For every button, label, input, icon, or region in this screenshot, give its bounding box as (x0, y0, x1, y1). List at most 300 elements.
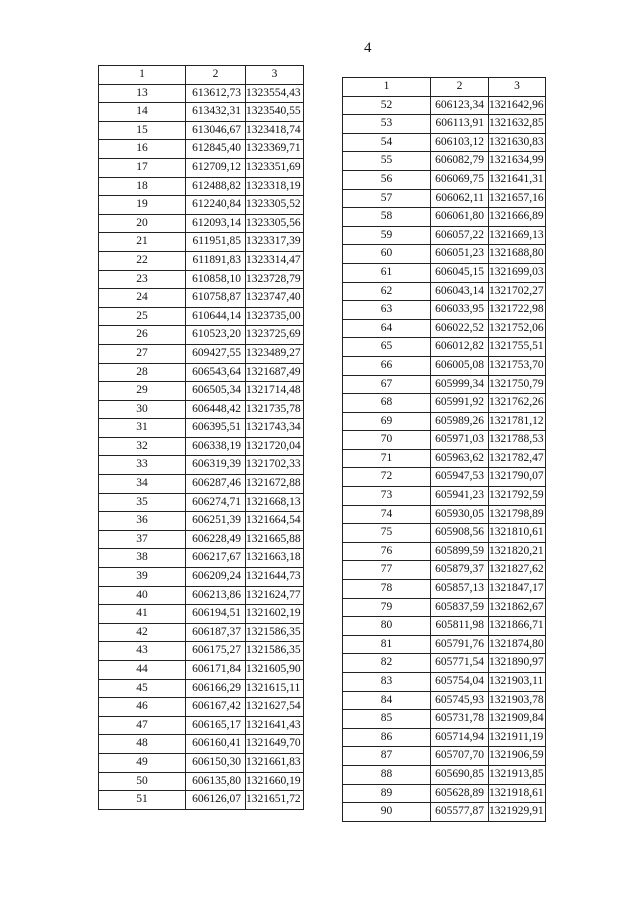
table-row (99, 158, 304, 177)
x-coordinate-cell: 606103,12 (431, 133, 489, 152)
x-coordinate-cell: 605690,85 (431, 765, 489, 784)
x-coordinate-cell: 613046,67 (186, 121, 246, 140)
table-row (99, 400, 304, 419)
point-number-cell: 50 (99, 772, 186, 791)
x-coordinate-cell: 606022,52 (431, 319, 489, 338)
table-row (343, 728, 546, 747)
x-coordinate-cell: 605971,03 (431, 431, 489, 450)
x-coordinate-cell: 605771,54 (431, 654, 489, 673)
x-coordinate-cell: 610758,87 (186, 289, 246, 308)
table-row (343, 691, 546, 710)
point-number-cell: 63 (343, 301, 431, 320)
point-number-cell: 38 (99, 549, 186, 568)
x-coordinate-cell: 606043,14 (431, 282, 489, 301)
table-row (99, 382, 304, 401)
point-number-cell: 90 (343, 803, 431, 822)
y-coordinate-cell: 1321722,98 (489, 301, 546, 320)
point-number-cell: 89 (343, 784, 431, 803)
point-number-cell: 74 (343, 505, 431, 524)
y-coordinate-cell: 1321743,34 (246, 419, 304, 438)
x-coordinate-cell: 605963,62 (431, 449, 489, 468)
y-coordinate-cell: 1321665,88 (246, 530, 304, 549)
y-coordinate-cell: 1321798,89 (489, 505, 546, 524)
table-row (99, 716, 304, 735)
point-number-cell: 47 (99, 716, 186, 735)
x-coordinate-cell: 605991,92 (431, 394, 489, 413)
table-row (343, 282, 546, 301)
y-coordinate-cell: 1321663,18 (246, 549, 304, 568)
y-coordinate-cell: 1323314,47 (246, 251, 304, 270)
y-coordinate-cell: 1323351,69 (246, 158, 304, 177)
x-coordinate-cell: 610523,20 (186, 326, 246, 345)
point-number-cell: 28 (99, 363, 186, 382)
point-number-cell: 22 (99, 251, 186, 270)
header-cell-y: 3 (246, 66, 304, 85)
x-coordinate-cell: 606194,51 (186, 605, 246, 624)
point-number-cell: 35 (99, 493, 186, 512)
table-row (343, 319, 546, 338)
table-row (343, 208, 546, 227)
point-number-cell: 54 (343, 133, 431, 152)
table-row (343, 394, 546, 413)
point-number-cell: 46 (99, 698, 186, 717)
y-coordinate-cell: 1321762,26 (489, 394, 546, 413)
x-coordinate-cell: 606061,80 (431, 208, 489, 227)
point-number-cell: 86 (343, 728, 431, 747)
x-coordinate-cell: 606057,22 (431, 226, 489, 245)
y-coordinate-cell: 1323317,39 (246, 233, 304, 252)
y-coordinate-cell: 1321790,07 (489, 468, 546, 487)
x-coordinate-cell: 606166,29 (186, 679, 246, 698)
table-row (99, 753, 304, 772)
coordinates-table-right (342, 77, 546, 822)
table-row (343, 710, 546, 729)
x-coordinate-cell: 606319,39 (186, 456, 246, 475)
table-row (343, 431, 546, 450)
x-coordinate-cell: 605930,05 (431, 505, 489, 524)
y-coordinate-cell: 1321634,99 (489, 152, 546, 171)
x-coordinate-cell: 611951,85 (186, 233, 246, 252)
table-row (99, 791, 304, 810)
point-number-cell: 44 (99, 661, 186, 680)
table-row (99, 679, 304, 698)
point-number-cell: 57 (343, 189, 431, 208)
y-coordinate-cell: 1321752,06 (489, 319, 546, 338)
y-coordinate-cell: 1321782,47 (489, 449, 546, 468)
point-number-cell: 21 (99, 233, 186, 252)
table-row (99, 698, 304, 717)
x-coordinate-cell: 606167,42 (186, 698, 246, 717)
table-row (99, 233, 304, 252)
point-number-cell: 32 (99, 437, 186, 456)
y-coordinate-cell: 1323725,69 (246, 326, 304, 345)
x-coordinate-cell: 605707,70 (431, 747, 489, 766)
point-number-cell: 24 (99, 289, 186, 308)
y-coordinate-cell: 1321735,78 (246, 400, 304, 419)
y-coordinate-cell: 1323318,19 (246, 177, 304, 196)
table-row (343, 152, 546, 171)
point-number-cell: 80 (343, 617, 431, 636)
y-coordinate-cell: 1321624,77 (246, 586, 304, 605)
point-number-cell: 16 (99, 140, 186, 159)
table-row (99, 437, 304, 456)
y-coordinate-cell: 1321699,03 (489, 263, 546, 282)
table-row (99, 642, 304, 661)
point-number-cell: 79 (343, 598, 431, 617)
x-coordinate-cell: 606005,08 (431, 356, 489, 375)
table-row (99, 214, 304, 233)
x-coordinate-cell: 612709,12 (186, 158, 246, 177)
point-number-cell: 25 (99, 307, 186, 326)
table-row (99, 84, 304, 103)
y-coordinate-cell: 1323305,52 (246, 196, 304, 215)
x-coordinate-cell: 611891,83 (186, 251, 246, 270)
y-coordinate-cell: 1321781,12 (489, 412, 546, 431)
x-coordinate-cell: 605989,26 (431, 412, 489, 431)
x-coordinate-cell: 605947,53 (431, 468, 489, 487)
x-coordinate-cell: 612845,40 (186, 140, 246, 159)
table-row (343, 468, 546, 487)
y-coordinate-cell: 1321669,13 (489, 226, 546, 245)
y-coordinate-cell: 1321687,49 (246, 363, 304, 382)
table-row (343, 412, 546, 431)
point-number-cell: 65 (343, 338, 431, 357)
point-number-cell: 30 (99, 400, 186, 419)
x-coordinate-cell: 606135,80 (186, 772, 246, 791)
x-coordinate-cell: 606228,49 (186, 530, 246, 549)
y-coordinate-cell: 1321702,33 (246, 456, 304, 475)
point-number-cell: 75 (343, 524, 431, 543)
table-row (99, 772, 304, 791)
x-coordinate-cell: 605999,34 (431, 375, 489, 394)
y-coordinate-cell: 1321720,04 (246, 437, 304, 456)
point-number-cell: 13 (99, 84, 186, 103)
page-number: 4 (364, 40, 372, 56)
x-coordinate-cell: 606505,34 (186, 382, 246, 401)
table-row (343, 301, 546, 320)
table-header-row (343, 78, 546, 97)
point-number-cell: 39 (99, 568, 186, 587)
table-row (99, 735, 304, 754)
y-coordinate-cell: 1321792,59 (489, 487, 546, 506)
point-number-cell: 20 (99, 214, 186, 233)
x-coordinate-cell: 606187,37 (186, 623, 246, 642)
point-number-cell: 77 (343, 561, 431, 580)
table-row (343, 245, 546, 264)
x-coordinate-cell: 606126,07 (186, 791, 246, 810)
point-number-cell: 59 (343, 226, 431, 245)
header-cell-point: 1 (343, 78, 431, 97)
x-coordinate-cell: 605577,87 (431, 803, 489, 822)
y-coordinate-cell: 1321672,88 (246, 475, 304, 494)
table-row (343, 524, 546, 543)
header-cell-point: 1 (99, 66, 186, 85)
y-coordinate-cell: 1321641,43 (246, 716, 304, 735)
table-row (99, 568, 304, 587)
point-number-cell: 15 (99, 121, 186, 140)
table-row (99, 530, 304, 549)
x-coordinate-cell: 613432,31 (186, 103, 246, 122)
point-number-cell: 14 (99, 103, 186, 122)
y-coordinate-cell: 1321641,31 (489, 170, 546, 189)
table-row (99, 623, 304, 642)
table-row (343, 765, 546, 784)
y-coordinate-cell: 1321755,51 (489, 338, 546, 357)
y-coordinate-cell: 1321615,11 (246, 679, 304, 698)
table-row (99, 140, 304, 159)
header-cell-y: 3 (489, 78, 546, 97)
y-coordinate-cell: 1321913,85 (489, 765, 546, 784)
point-number-cell: 37 (99, 530, 186, 549)
y-coordinate-cell: 1321657,16 (489, 189, 546, 208)
x-coordinate-cell: 606051,23 (431, 245, 489, 264)
table-row (99, 419, 304, 438)
table-row (343, 561, 546, 580)
y-coordinate-cell: 1321909,84 (489, 710, 546, 729)
point-number-cell: 87 (343, 747, 431, 766)
table-row (99, 289, 304, 308)
point-number-cell: 56 (343, 170, 431, 189)
point-number-cell: 29 (99, 382, 186, 401)
y-coordinate-cell: 1321605,90 (246, 661, 304, 680)
point-number-cell: 82 (343, 654, 431, 673)
x-coordinate-cell: 606217,67 (186, 549, 246, 568)
y-coordinate-cell: 1321660,19 (246, 772, 304, 791)
y-coordinate-cell: 1321750,79 (489, 375, 546, 394)
point-number-cell: 45 (99, 679, 186, 698)
table-row (99, 549, 304, 568)
y-coordinate-cell: 1321911,19 (489, 728, 546, 747)
y-coordinate-cell: 1323747,40 (246, 289, 304, 308)
x-coordinate-cell: 606213,86 (186, 586, 246, 605)
header-cell-x: 2 (431, 78, 489, 97)
table-row (343, 133, 546, 152)
table-row (343, 189, 546, 208)
y-coordinate-cell: 1321661,83 (246, 753, 304, 772)
y-coordinate-cell: 1321702,27 (489, 282, 546, 301)
x-coordinate-cell: 605754,04 (431, 673, 489, 692)
x-coordinate-cell: 605811,98 (431, 617, 489, 636)
table-row (99, 605, 304, 624)
table-row (343, 542, 546, 561)
table-row (343, 747, 546, 766)
table-row (343, 375, 546, 394)
point-number-cell: 72 (343, 468, 431, 487)
point-number-cell: 81 (343, 635, 431, 654)
table-row (343, 784, 546, 803)
x-coordinate-cell: 605941,23 (431, 487, 489, 506)
y-coordinate-cell: 1321810,61 (489, 524, 546, 543)
table-row (99, 251, 304, 270)
y-coordinate-cell: 1321788,53 (489, 431, 546, 450)
table-row (99, 661, 304, 680)
table-row (343, 96, 546, 115)
x-coordinate-cell: 606287,46 (186, 475, 246, 494)
x-coordinate-cell: 606175,27 (186, 642, 246, 661)
table-row (343, 654, 546, 673)
table-row (99, 344, 304, 363)
x-coordinate-cell: 606171,84 (186, 661, 246, 680)
point-number-cell: 49 (99, 753, 186, 772)
point-number-cell: 17 (99, 158, 186, 177)
x-coordinate-cell: 605714,94 (431, 728, 489, 747)
y-coordinate-cell: 1321666,89 (489, 208, 546, 227)
y-coordinate-cell: 1321903,78 (489, 691, 546, 710)
x-coordinate-cell: 606033,95 (431, 301, 489, 320)
y-coordinate-cell: 1323369,71 (246, 140, 304, 159)
table-row (99, 326, 304, 345)
x-coordinate-cell: 613612,73 (186, 84, 246, 103)
y-coordinate-cell: 1321586,35 (246, 642, 304, 661)
x-coordinate-cell: 606062,11 (431, 189, 489, 208)
table-row (99, 103, 304, 122)
point-number-cell: 83 (343, 673, 431, 692)
point-number-cell: 71 (343, 449, 431, 468)
x-coordinate-cell: 606045,15 (431, 263, 489, 282)
x-coordinate-cell: 605745,93 (431, 691, 489, 710)
y-coordinate-cell: 1321632,85 (489, 115, 546, 134)
y-coordinate-cell: 1321918,61 (489, 784, 546, 803)
point-number-cell: 66 (343, 356, 431, 375)
y-coordinate-cell: 1321630,83 (489, 133, 546, 152)
y-coordinate-cell: 1321586,35 (246, 623, 304, 642)
table-row (343, 115, 546, 134)
x-coordinate-cell: 606160,41 (186, 735, 246, 754)
table-row (99, 475, 304, 494)
point-number-cell: 85 (343, 710, 431, 729)
x-coordinate-cell: 606251,39 (186, 512, 246, 531)
x-coordinate-cell: 606069,75 (431, 170, 489, 189)
table-row (343, 673, 546, 692)
point-number-cell: 42 (99, 623, 186, 642)
table-row (99, 307, 304, 326)
table-row (343, 617, 546, 636)
point-number-cell: 48 (99, 735, 186, 754)
y-coordinate-cell: 1323735,00 (246, 307, 304, 326)
point-number-cell: 36 (99, 512, 186, 531)
table-row (99, 456, 304, 475)
x-coordinate-cell: 605908,56 (431, 524, 489, 543)
y-coordinate-cell: 1321820,21 (489, 542, 546, 561)
point-number-cell: 19 (99, 196, 186, 215)
y-coordinate-cell: 1321668,13 (246, 493, 304, 512)
point-number-cell: 18 (99, 177, 186, 196)
point-number-cell: 68 (343, 394, 431, 413)
table-row (99, 270, 304, 289)
y-coordinate-cell: 1321866,71 (489, 617, 546, 636)
x-coordinate-cell: 606395,51 (186, 419, 246, 438)
table-row (343, 338, 546, 357)
x-coordinate-cell: 612093,14 (186, 214, 246, 233)
table-row (343, 635, 546, 654)
x-coordinate-cell: 606165,17 (186, 716, 246, 735)
x-coordinate-cell: 610858,10 (186, 270, 246, 289)
y-coordinate-cell: 1323305,56 (246, 214, 304, 233)
table-row (99, 586, 304, 605)
x-coordinate-cell: 605879,37 (431, 561, 489, 580)
y-coordinate-cell: 1321651,72 (246, 791, 304, 810)
point-number-cell: 69 (343, 412, 431, 431)
table-row (343, 580, 546, 599)
coordinates-table-left (98, 65, 304, 810)
y-coordinate-cell: 1323489,27 (246, 344, 304, 363)
y-coordinate-cell: 1321714,48 (246, 382, 304, 401)
table-row (99, 196, 304, 215)
point-number-cell: 73 (343, 487, 431, 506)
point-number-cell: 52 (343, 96, 431, 115)
y-coordinate-cell: 1321906,59 (489, 747, 546, 766)
x-coordinate-cell: 606113,91 (431, 115, 489, 134)
point-number-cell: 61 (343, 263, 431, 282)
table-row (343, 598, 546, 617)
table-row (99, 493, 304, 512)
x-coordinate-cell: 606082,79 (431, 152, 489, 171)
y-coordinate-cell: 1321627,54 (246, 698, 304, 717)
y-coordinate-cell: 1321688,80 (489, 245, 546, 264)
point-number-cell: 34 (99, 475, 186, 494)
y-coordinate-cell: 1323540,55 (246, 103, 304, 122)
y-coordinate-cell: 1321862,67 (489, 598, 546, 617)
y-coordinate-cell: 1321874,80 (489, 635, 546, 654)
point-number-cell: 41 (99, 605, 186, 624)
y-coordinate-cell: 1321753,70 (489, 356, 546, 375)
x-coordinate-cell: 609427,55 (186, 344, 246, 363)
y-coordinate-cell: 1321847,17 (489, 580, 546, 599)
table-row (99, 177, 304, 196)
y-coordinate-cell: 1321644,73 (246, 568, 304, 587)
point-number-cell: 64 (343, 319, 431, 338)
table-row (99, 512, 304, 531)
point-number-cell: 58 (343, 208, 431, 227)
point-number-cell: 43 (99, 642, 186, 661)
x-coordinate-cell: 606543,64 (186, 363, 246, 382)
x-coordinate-cell: 612240,84 (186, 196, 246, 215)
point-number-cell: 27 (99, 344, 186, 363)
y-coordinate-cell: 1323554,43 (246, 84, 304, 103)
x-coordinate-cell: 606338,19 (186, 437, 246, 456)
x-coordinate-cell: 605628,89 (431, 784, 489, 803)
x-coordinate-cell: 605857,13 (431, 580, 489, 599)
x-coordinate-cell: 606012,82 (431, 338, 489, 357)
point-number-cell: 88 (343, 765, 431, 784)
y-coordinate-cell: 1321664,54 (246, 512, 304, 531)
y-coordinate-cell: 1321642,96 (489, 96, 546, 115)
table-row (343, 803, 546, 822)
table-row (343, 487, 546, 506)
x-coordinate-cell: 605837,59 (431, 598, 489, 617)
x-coordinate-cell: 605791,76 (431, 635, 489, 654)
x-coordinate-cell: 606150,30 (186, 753, 246, 772)
point-number-cell: 33 (99, 456, 186, 475)
point-number-cell: 26 (99, 326, 186, 345)
point-number-cell: 55 (343, 152, 431, 171)
table-row (99, 363, 304, 382)
y-coordinate-cell: 1321602,19 (246, 605, 304, 624)
y-coordinate-cell: 1321890,97 (489, 654, 546, 673)
x-coordinate-cell: 605731,78 (431, 710, 489, 729)
y-coordinate-cell: 1323418,74 (246, 121, 304, 140)
table-row (343, 449, 546, 468)
table-row (343, 356, 546, 375)
point-number-cell: 40 (99, 586, 186, 605)
point-number-cell: 78 (343, 580, 431, 599)
table-header-row (99, 66, 304, 85)
x-coordinate-cell: 612488,82 (186, 177, 246, 196)
point-number-cell: 31 (99, 419, 186, 438)
x-coordinate-cell: 606209,24 (186, 568, 246, 587)
y-coordinate-cell: 1321649,70 (246, 735, 304, 754)
y-coordinate-cell: 1323728,79 (246, 270, 304, 289)
